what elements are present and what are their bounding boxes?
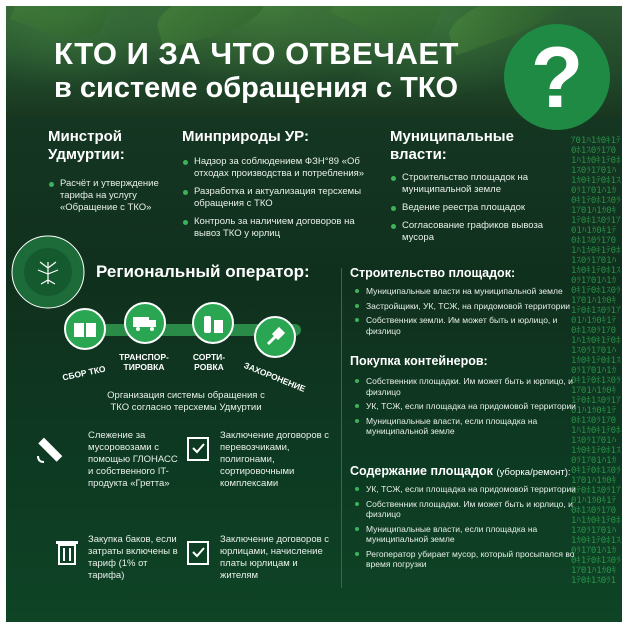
header-banner <box>6 6 622 126</box>
step-label: СОРТИ-РОВКА <box>192 352 226 372</box>
truck-icon <box>132 314 158 332</box>
shovel-icon <box>264 326 286 348</box>
section-heading-note: (уборка/ремонт): <box>496 467 571 478</box>
operator-logo <box>10 234 86 310</box>
infographic-poster <box>6 6 622 622</box>
list-item: Расчёт и утверждение тарифа на услугу «Обращение с ТКО» <box>48 178 178 214</box>
operator-subtitle: Организация системы обращения с ТКО согласно терсхемы Удмуртии <box>107 390 265 413</box>
list-item: Муниципальные власти, если площадка на муниципальной земле <box>354 416 584 437</box>
column-heading: Муниципальные власти: <box>390 128 514 163</box>
operator-heading: Региональный оператор: <box>96 262 310 281</box>
column-minprirody <box>182 128 382 246</box>
section-divider <box>341 268 342 588</box>
list-item: Регоператор убирает мусор, который просыпался во время погрузки <box>354 549 584 570</box>
list-item: Застройщики, УК, ТСЖ, на придомовой территории <box>354 301 584 312</box>
section-heading <box>350 464 571 478</box>
step-burial <box>254 316 296 358</box>
section-list <box>354 484 584 574</box>
list-item: Муниципальные власти, если площадка на муниципальной земле <box>354 524 584 545</box>
step-collection <box>64 308 106 350</box>
list-item: Собственник площадки. Им может быть и юрлицо, и физлицо <box>354 499 584 520</box>
page-subtitle: в системе обращения с ТКО <box>54 72 459 104</box>
column-heading: Минприроды УР: <box>182 128 309 145</box>
question-mark-icon: ? <box>504 24 610 130</box>
step-sorting <box>192 302 234 344</box>
list-item: Муниципальные власти на муниципальной земле <box>354 286 584 297</box>
section-heading: Строительство площадок: <box>350 266 516 280</box>
column-minstroy <box>48 128 178 220</box>
column-heading: Минстрой Удмуртии: <box>48 128 125 163</box>
section-heading-text: Содержание площадок <box>350 464 493 478</box>
step-label: СБОР ТКО <box>61 363 107 383</box>
satellite-icon <box>34 432 68 466</box>
list-item: Собственник площадки. Им может быть и юрлицо, и физлицо <box>354 376 584 397</box>
feature-text: Слежение за мусоровозами с помощью ГЛОНАСС и собственного IT-продукта «Гретта» <box>88 430 178 489</box>
feature-text: Заключение договоров с юрлицами, начисление платы юрлицам и жителям <box>220 534 330 581</box>
checkbox-icon <box>186 538 212 566</box>
section-heading: Покупка контейнеров: <box>350 354 488 368</box>
feature-text: Заключение договоров с перевозчиками, полигонами, сортировочными комплексами <box>220 430 330 489</box>
containers-icon <box>73 320 97 338</box>
list-item: Разработка и актуализация терсхемы обращения с ТКО <box>182 186 382 210</box>
list-item: УК, ТСЖ, если площадка на придомовой территории <box>354 484 584 495</box>
list-item: Собственник земли. Им может быть и юрлицо, и физлицо <box>354 315 584 336</box>
page-title: КТО И ЗА ЧТО ОТВЕЧАЕТ <box>54 36 459 71</box>
section-list <box>354 376 584 441</box>
bottle-icon <box>201 312 225 334</box>
column-municipal <box>390 128 560 250</box>
step-label: ТРАНСПОР-ТИРОВКА <box>119 352 169 372</box>
list-item: Контроль за наличием договоров на вывоз ТКО у юрлиц <box>182 216 382 240</box>
list-item: УК, ТСЖ, если площадка на придомовой территории <box>354 401 584 412</box>
section-list <box>354 286 584 340</box>
feature-text: Закупка баков, если затраты включены в тариф (1% от тарифа) <box>88 534 178 581</box>
list-item: Строительство площадок на муниципальной земле <box>390 172 560 196</box>
step-label: ЗАХОРОНЕНИЕ <box>242 360 307 394</box>
list-item: Ведение реестра площадок <box>390 202 560 214</box>
list-item: Согласование графиков вывоза мусора <box>390 220 560 244</box>
list-item: Надзор за соблюдением ФЗН°89 «Об отходах производства и потребления» <box>182 156 382 180</box>
matrix-code-decoration: ｱ01ﾊ1ｶ0ｷ1ﾃ0ﾎ1ｽ0ﾗ1ｱ01ﾊ1ｶ0ｷ1ﾃ0ﾎ1ｽ0ﾗ1ｱ01ﾊ1ｶ0ｷ1ﾃ0ﾎ1ｽ0ﾗ1ｱ01ﾊ1ｶ0ｷ1ﾃ0ﾎ1ｽ0ﾗ1ｱ01ﾊ1ｶ0ｷ1ﾃ0ﾎ1ｽ0ﾗ1ｱ01ﾊ1ｶ0ｷ1ﾃ0ﾎ1ｽ0ﾗ1ｱ01ﾊ1ｶ0ｷ1ﾃ0ﾎ1ｽ0ﾗ1ｱ01ﾊ1ｶ0ｷ1ﾃ0ﾎ1ｽ0ﾗ1ｱ01ﾊ1ｶ0ｷ1ﾃ0ﾎ1ｽ0ﾗ1ｱ01ﾊ1ｶ0ｷ1ﾃ0ﾎ1ｽ0ﾗ1ｱ01ﾊ1ｶ0ｷ1ﾃ0ﾎ1ｽ0ﾗ1ｱ01ﾊ1ｶ0ｷ1ﾃ0ﾎ1ｽ0ﾗ1ｱ01ﾊ1ｶ0ｷ1ﾃ0ﾎ1ｽ0ﾗ1ｱ01ﾊ1ｶ0ｷ1ﾃ0ﾎ1ｽ0ﾗ1ｱ01ﾊ1ｶ0ｷ1ﾃ0ﾎ1ｽ0ﾗ1ｱ01ﾊ1ｶ0ｷ1ﾃ0ﾎ1ｽ0ﾗ1ｱ01ﾊ1ｶ0ｷ1ﾃ0ﾎ1ｽ0ﾗ1ｱ01ﾊ1ｶ0ｷ1ﾃ0ﾎ1ｽ0ﾗ1ｱ01ﾊ1ｶ0ｷ1ﾃ0ﾎ1ｽ0ﾗ1ｱ01ﾊ1ｶ0ｷ1ﾃ0ﾎ1ｽ0ﾗ1ｱ01ﾊ1ｶ0ｷ1ﾃ0ﾎ1ｽ0ﾗ1ｱ01ﾊ1ｶ0ｷ1ﾃ0ﾎ1ｽ0ﾗ1ｱ01ﾊ1ｶ0ｷ1ﾃ0ﾎ1ｽ0ﾗ1ｱ01ﾊ1ｶ0ｷ1ﾃ0ﾎ1ｽ0ﾗ1ｱ01ﾊ1ｶ0ｷ1ﾃ0ﾎ1ｽ0ﾗ1 <box>571 136 621 586</box>
checkbox-icon <box>186 434 212 462</box>
trash-bin-icon <box>54 536 80 566</box>
step-transport <box>124 302 166 344</box>
